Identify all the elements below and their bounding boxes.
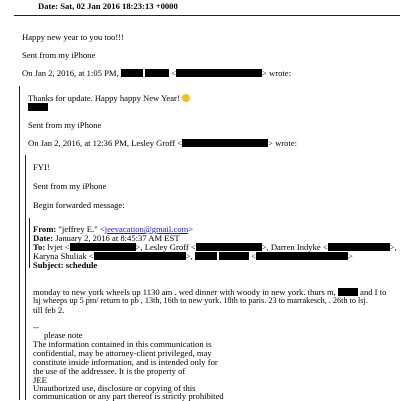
fwd-to-part: >, bbox=[389, 242, 397, 252]
fwd-subject-value: schedule bbox=[65, 260, 98, 270]
redaction-block bbox=[28, 103, 48, 111]
fwd-subject-line bbox=[33, 260, 97, 270]
fwd-to-part: < bbox=[251, 251, 257, 261]
signature-text: Sent from my iPhone bbox=[22, 50, 96, 60]
body-line-1a: monday to new york wheels up 1130 am . wed dinner with woody in new york. thurs m, bbox=[33, 287, 336, 297]
header-date-line bbox=[38, 1, 178, 11]
fwd-from-label: From: bbox=[33, 224, 57, 234]
fwd-to-part: >, Lesley Groff < bbox=[135, 242, 196, 252]
note-line: The information contained in this communication is bbox=[33, 339, 212, 349]
redaction-block bbox=[196, 243, 262, 251]
redaction-block bbox=[121, 69, 143, 77]
reply1-line bbox=[28, 93, 190, 103]
fyi-text: FYI! bbox=[33, 162, 50, 172]
note-line: JEE bbox=[33, 375, 47, 385]
redaction-block bbox=[219, 252, 249, 260]
redaction-block bbox=[145, 69, 169, 77]
redaction-block bbox=[94, 252, 186, 260]
fwd-to-part: lvjet < bbox=[47, 242, 70, 252]
redaction-block bbox=[182, 139, 268, 147]
reply1-quote-line: On Jan 2, 2016, at 12:36 PM, Lesley Groff < bbox=[28, 138, 183, 148]
quote-bar-level-2 bbox=[25, 155, 26, 400]
fwd-to-part: > bbox=[348, 251, 353, 261]
redaction-block bbox=[176, 69, 262, 77]
note-line: communication or any part thereof is strictly prohibited bbox=[33, 391, 224, 401]
quote-prefix: On Jan 2, 2016, at 1:05 PM, bbox=[22, 68, 119, 78]
header-date-label: Date: bbox=[38, 1, 59, 11]
header-date-value: Sat, 02 Jan 2016 18:23:13 +0000 bbox=[60, 1, 178, 11]
redaction-block bbox=[195, 252, 217, 260]
fwd-from-name: "jeffrey E." < bbox=[58, 224, 105, 234]
greeting-text: Happy new year to you too!!! bbox=[22, 32, 124, 42]
body-line-1b: and I to bbox=[360, 287, 387, 297]
note-title: please note bbox=[44, 330, 83, 340]
signature-dashes: -- bbox=[33, 322, 39, 332]
fwd-date-value: January 2, 2016 at 8:45:37 AM EST bbox=[55, 233, 180, 243]
note-line: constitute inside information, and is intended only for bbox=[33, 357, 218, 367]
fwd-to-part: >, bbox=[185, 251, 193, 261]
body-line-3: till feb 2. bbox=[33, 305, 65, 315]
quote-bar-level-1 bbox=[19, 86, 20, 400]
body-line-2: lsj wheeps up 5 pm/ return to pb , 13th, 16th to new york. 18th to paris. 23 to marrakesch, . 26th to lsj. bbox=[33, 296, 368, 305]
fwd-subject-label: Subject: bbox=[33, 260, 64, 270]
fwd-to-part: >, Darren Indyke < bbox=[261, 242, 328, 252]
header-divider bbox=[14, 15, 400, 16]
quote-header: On Jan 2, 2016, at 1:05 PM, < > wrote: bbox=[22, 68, 291, 78]
reply1-redacted-line bbox=[28, 102, 48, 112]
fwd-from-email-link[interactable]: jeevacation@gmail.com bbox=[104, 224, 189, 234]
redaction-block bbox=[328, 243, 390, 251]
quote-suffix: wrote: bbox=[269, 68, 291, 78]
redaction-block bbox=[338, 288, 358, 296]
redaction-block bbox=[70, 243, 136, 251]
reply2-signature: Sent from my iPhone bbox=[33, 181, 107, 191]
reply1-signature: Sent from my iPhone bbox=[28, 120, 102, 130]
fwd-to-part: Karyna Shuliak < bbox=[33, 251, 94, 261]
reply1-text: Thanks for update. Happy happy New Year! bbox=[28, 93, 180, 103]
note-line: confidential, may be attorney-client privileged, may bbox=[33, 348, 212, 358]
reply1-quote-suffix: > wrote: bbox=[268, 138, 298, 148]
fwd-date-label: Date: bbox=[33, 233, 54, 243]
reply1-quote-header bbox=[28, 138, 297, 148]
note-line: Unauthorized use, disclosure or copying of this bbox=[33, 383, 196, 393]
quote-bar-level-3 bbox=[29, 218, 30, 268]
redaction-block bbox=[256, 252, 348, 260]
begin-forwarded: Begin forwarded message: bbox=[33, 200, 125, 210]
fwd-to-label: To: bbox=[33, 242, 46, 252]
smile-emoji-icon bbox=[182, 94, 190, 102]
fwd-from-end: > bbox=[188, 224, 194, 234]
note-line: the use of the addressee. It is the property of bbox=[33, 366, 186, 376]
